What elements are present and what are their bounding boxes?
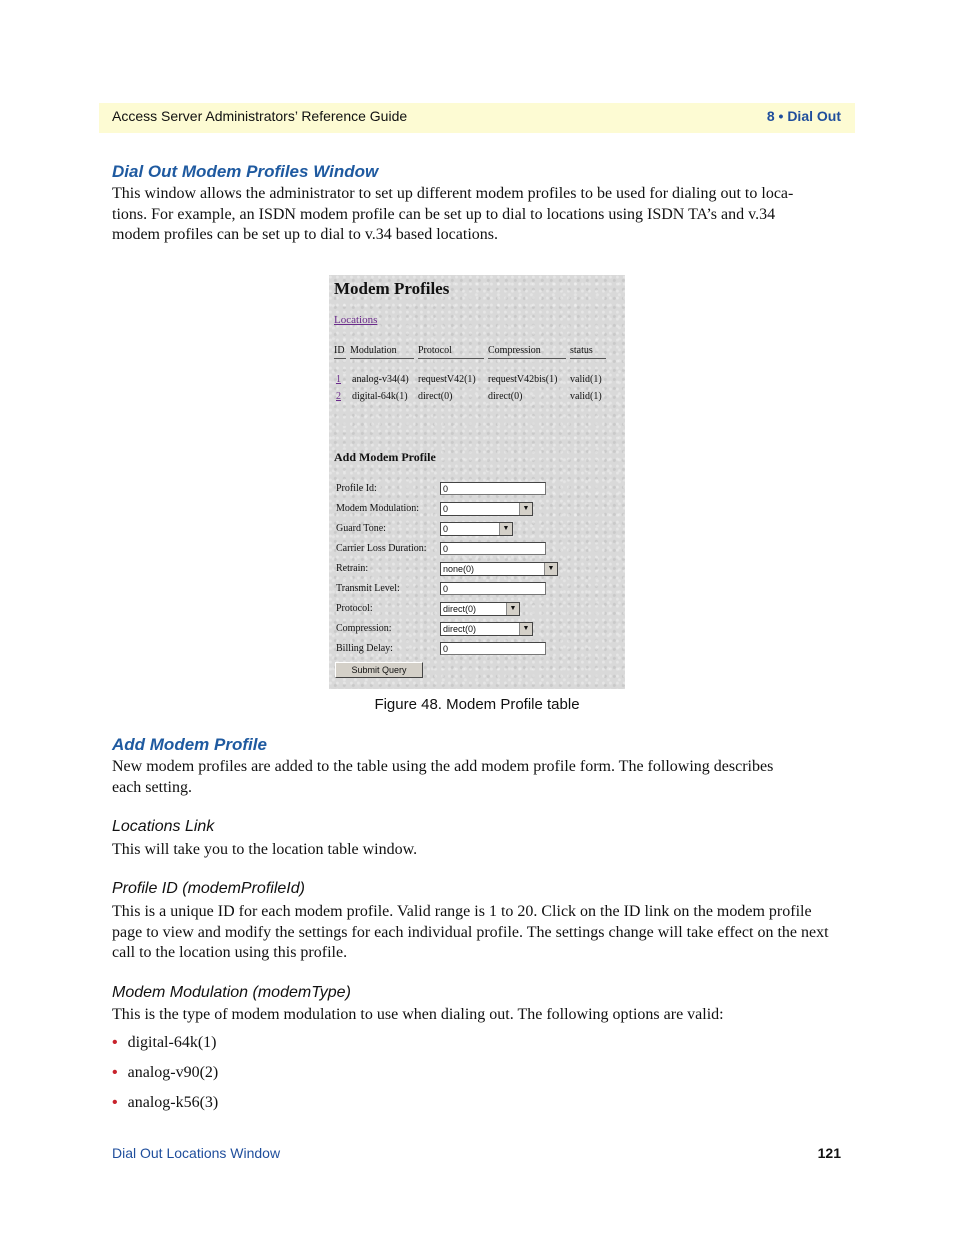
modem-modulation-text: This is the type of modem modulation to use when dialing out. The following options are valid: bbox=[112, 1006, 724, 1023]
row-id-link[interactable]: 1 bbox=[336, 374, 341, 385]
modem-modulation-heading: Modem Modulation (modemType) bbox=[112, 984, 351, 1001]
col-header-status: status bbox=[570, 345, 606, 359]
row-status: valid(1) bbox=[570, 391, 602, 402]
list-item-text: analog-k56(3) bbox=[127, 1094, 219, 1111]
profile-id-input[interactable]: 0 bbox=[440, 482, 546, 495]
profile-id-label: Profile Id: bbox=[336, 483, 377, 494]
profile-id-line: page to view and modify the settings for each individual profile. The settings change will take effect on the next bbox=[112, 923, 829, 941]
figure-caption: Figure 48. Modem Profile table bbox=[374, 696, 580, 713]
profile-id-line: call to the location using this profile. bbox=[112, 944, 348, 961]
section1-paragraph bbox=[112, 184, 842, 246]
retrain-label: Retrain: bbox=[336, 563, 369, 574]
section2-line: New modem profiles are added to the table using the add modem profile form. The following describes bbox=[112, 758, 774, 775]
chevron-down-icon[interactable]: ▼ bbox=[519, 503, 532, 515]
col-header-protocol: Protocol bbox=[418, 345, 484, 359]
compression-select[interactable] bbox=[440, 622, 533, 636]
profile-id-heading: Profile ID (modemProfileId) bbox=[112, 880, 305, 897]
section1-line: tions. For example, an ISDN modem profile can be set up to dial to locations using ISDN TA’s and v.34 bbox=[112, 205, 776, 223]
page-number: 121 bbox=[817, 1145, 841, 1161]
carrier-loss-label: Carrier Loss Duration: bbox=[336, 543, 427, 554]
section-heading-add-modem-profile: Add Modem Profile bbox=[112, 735, 267, 754]
modem-modulation-select[interactable] bbox=[440, 502, 533, 516]
row-status: valid(1) bbox=[570, 374, 602, 385]
modem-profiles-screenshot bbox=[329, 275, 625, 689]
list-item bbox=[112, 1094, 218, 1112]
guard-tone-value: 0 bbox=[443, 524, 449, 534]
locations-link[interactable]: Locations bbox=[334, 314, 378, 326]
locations-text: This will take you to the location table window. bbox=[112, 841, 418, 858]
protocol-select[interactable] bbox=[440, 602, 520, 616]
figure-title: Modem Profiles bbox=[334, 279, 450, 298]
header-chapter: 8 • Dial Out bbox=[766, 108, 841, 124]
guard-tone-label: Guard Tone: bbox=[336, 523, 386, 534]
compression-value: direct(0) bbox=[443, 624, 477, 634]
footer-section-title: Dial Out Locations Window bbox=[112, 1145, 281, 1161]
guard-tone-select[interactable] bbox=[440, 522, 513, 536]
chevron-down-icon[interactable]: ▼ bbox=[519, 623, 532, 635]
carrier-loss-input[interactable]: 0 bbox=[440, 542, 546, 555]
chevron-down-icon[interactable]: ▼ bbox=[544, 563, 557, 575]
billing-delay-input[interactable]: 0 bbox=[440, 642, 546, 655]
retrain-select[interactable] bbox=[440, 562, 558, 576]
chevron-down-icon[interactable]: ▼ bbox=[506, 603, 519, 615]
locations-link-heading: Locations Link bbox=[112, 818, 215, 835]
protocol-label: Protocol: bbox=[336, 603, 373, 614]
section-heading-modem-profiles: Dial Out Modem Profiles Window bbox=[112, 162, 379, 181]
bullet-icon: • bbox=[112, 1034, 118, 1051]
row-compression: direct(0) bbox=[488, 391, 523, 402]
row-protocol: direct(0) bbox=[418, 391, 453, 402]
section2-line: each setting. bbox=[112, 778, 192, 796]
col-header-modulation: Modulation bbox=[350, 345, 414, 359]
add-modem-profile-heading: Add Modem Profile bbox=[334, 450, 436, 464]
transmit-level-label: Transmit Level: bbox=[336, 583, 400, 594]
col-header-compression: Compression bbox=[488, 345, 566, 359]
billing-delay-label: Billing Delay: bbox=[336, 643, 393, 654]
row-id-link[interactable]: 2 bbox=[336, 391, 341, 402]
modem-modulation-label: Modem Modulation: bbox=[336, 503, 420, 514]
profile-id-line: This is a unique ID for each modem profile. Valid range is 1 to 20. Click on the ID link on the modem profile bbox=[112, 903, 812, 920]
list-item-text: analog-v90(2) bbox=[127, 1064, 219, 1081]
profile-id-paragraph bbox=[112, 902, 842, 964]
section2-paragraph bbox=[112, 757, 842, 798]
bullet-icon: • bbox=[112, 1064, 118, 1081]
row-modulation: analog-v34(4) bbox=[352, 374, 409, 385]
section1-line: modem profiles can be set up to dial to v.34 based locations. bbox=[112, 226, 498, 243]
modem-modulation-value: 0 bbox=[443, 504, 449, 514]
row-compression: requestV42bis(1) bbox=[488, 374, 558, 385]
chevron-down-icon[interactable]: ▼ bbox=[499, 523, 512, 535]
section1-line: This window allows the administrator to set up different modem profiles to be used for dialing out to loca- bbox=[112, 185, 794, 202]
col-header-id: ID bbox=[334, 345, 346, 359]
row-modulation: digital-64k(1) bbox=[352, 391, 408, 402]
list-item-text: digital-64k(1) bbox=[127, 1034, 217, 1051]
header-title: Access Server Administrators’ Reference Guide bbox=[112, 108, 408, 124]
list-item bbox=[112, 1034, 216, 1052]
list-item bbox=[112, 1064, 218, 1082]
compression-label: Compression: bbox=[336, 623, 392, 634]
row-protocol: requestV42(1) bbox=[418, 374, 476, 385]
bullet-icon: • bbox=[112, 1094, 118, 1111]
running-header bbox=[99, 103, 855, 133]
protocol-value: direct(0) bbox=[443, 604, 477, 614]
transmit-level-input[interactable]: 0 bbox=[440, 582, 546, 595]
submit-query-button[interactable]: Submit Query bbox=[335, 662, 423, 678]
retrain-value: none(0) bbox=[443, 564, 475, 574]
